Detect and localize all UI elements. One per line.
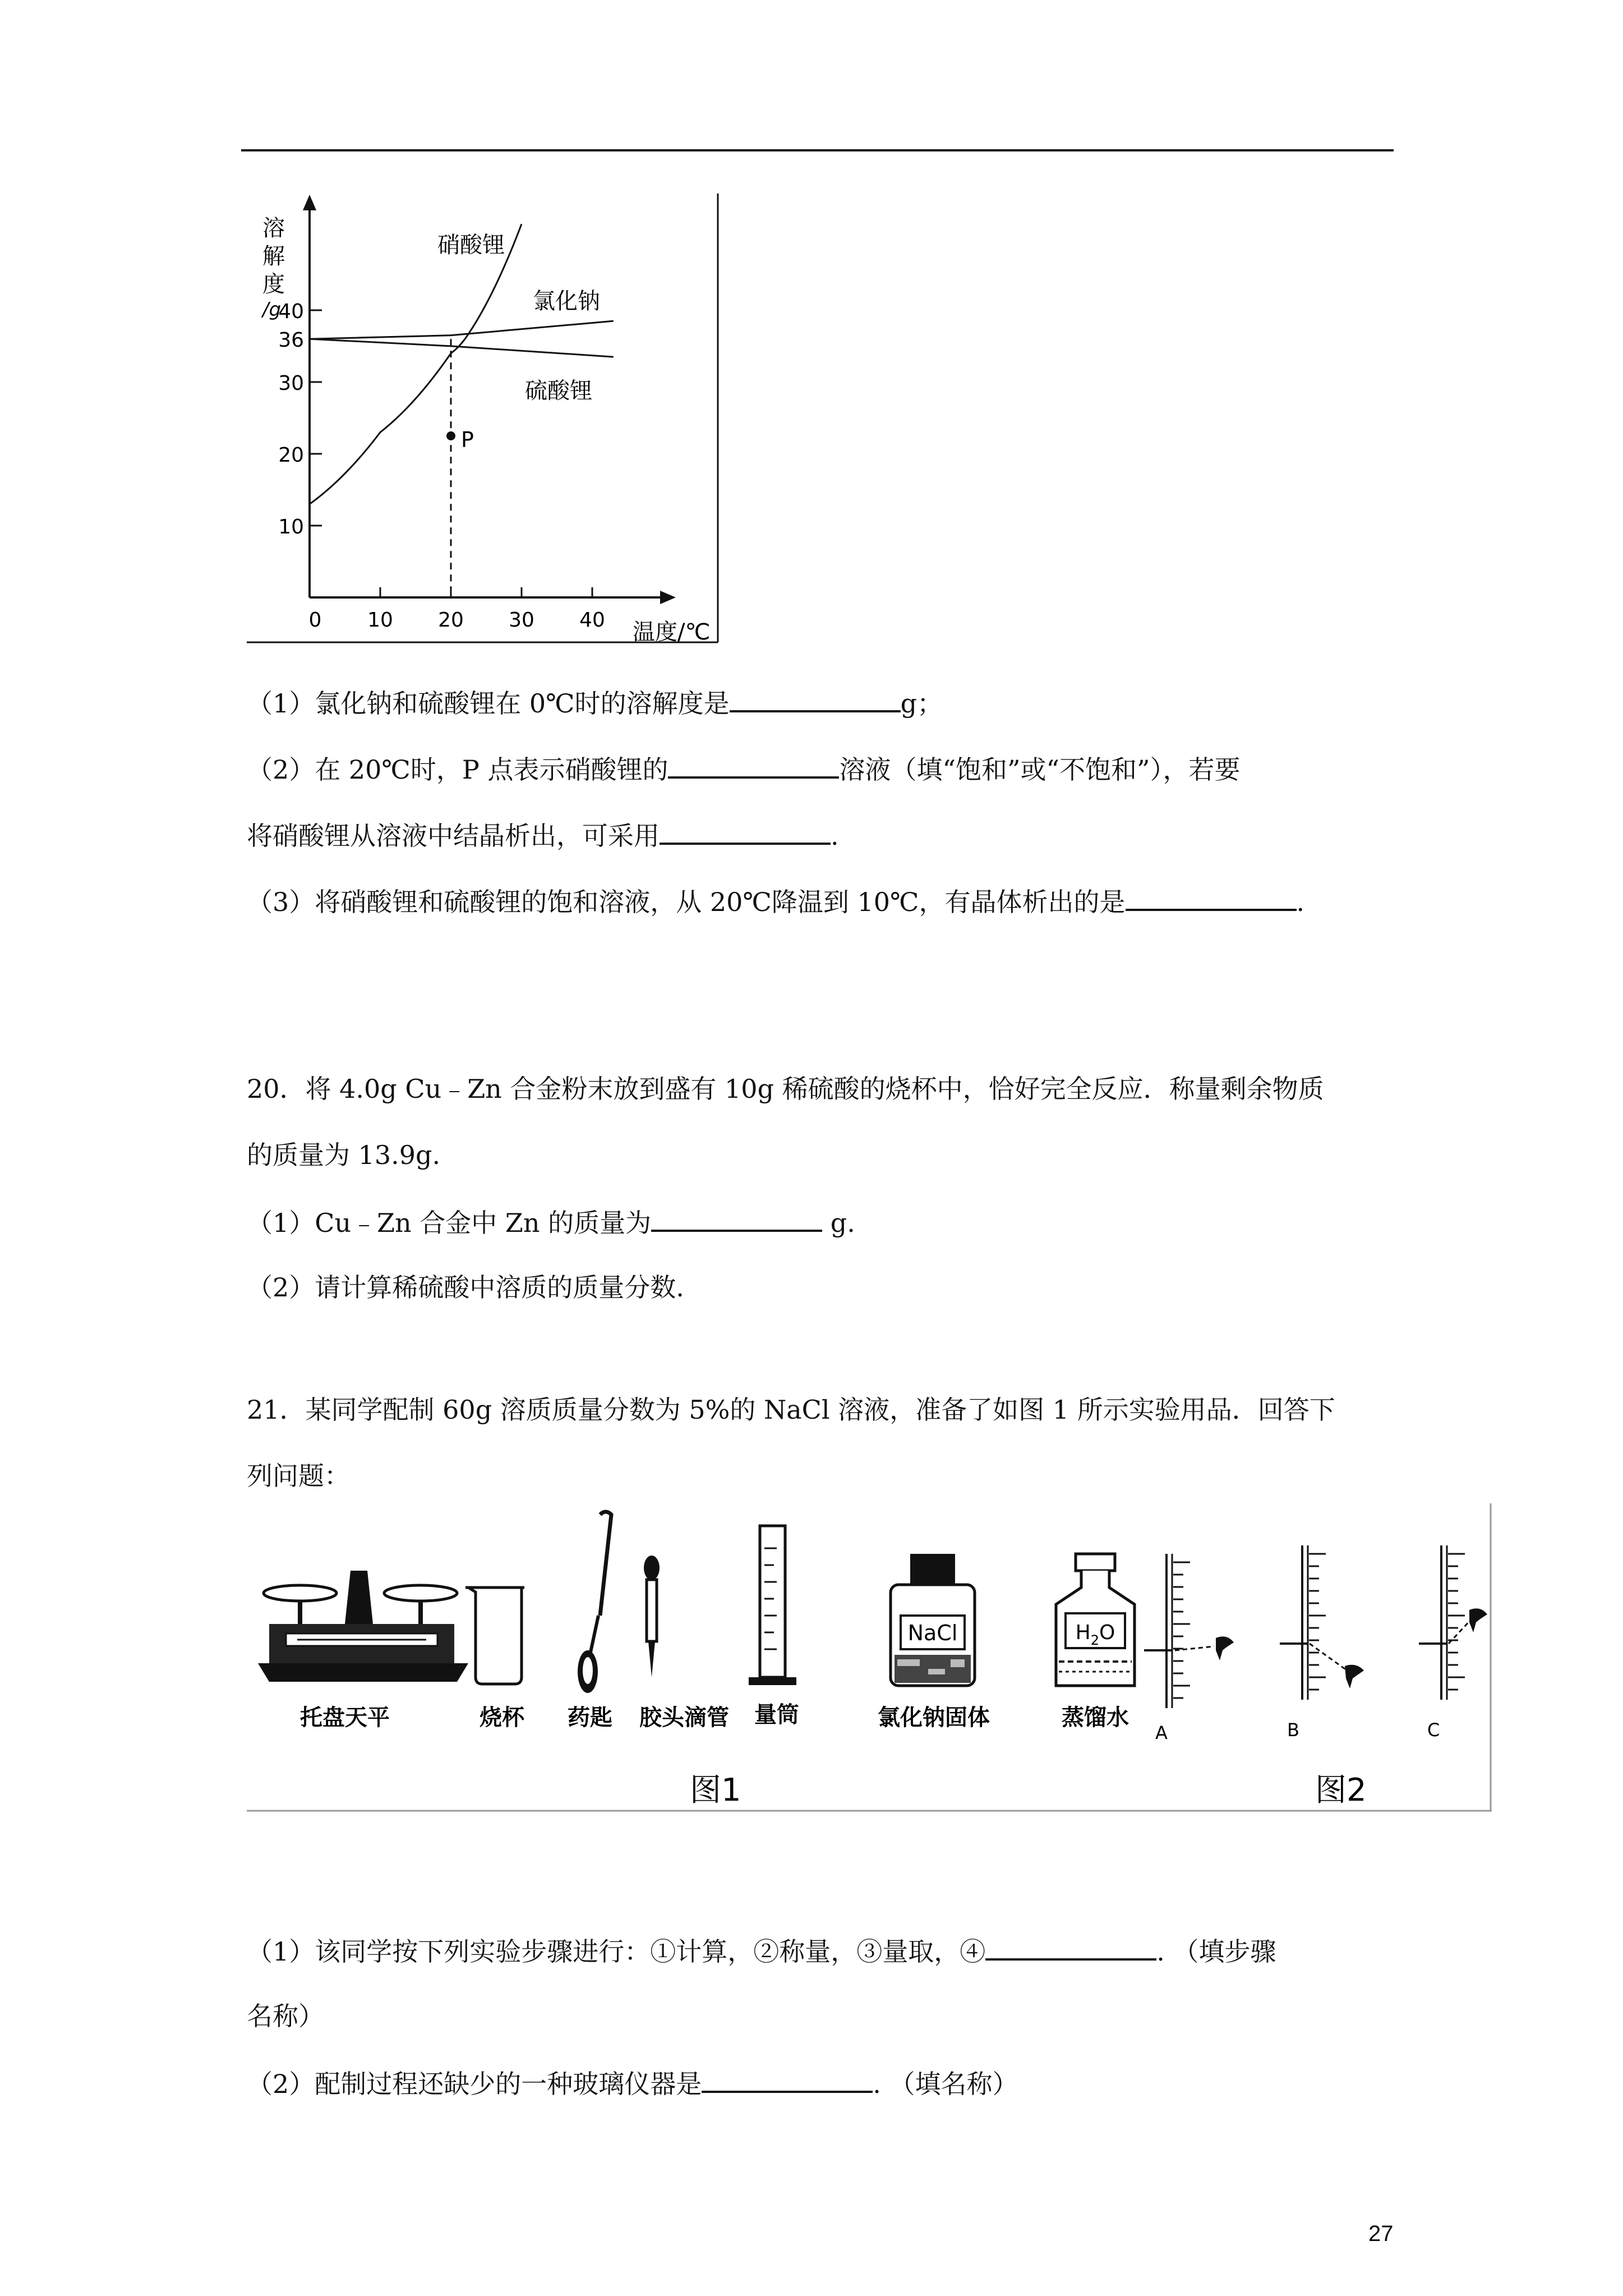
caption-figure-1: 图1 (690, 1772, 741, 1809)
label-beaker: 烧杯 (479, 1705, 524, 1731)
solubility-chart (247, 194, 729, 648)
q21-subquestion-2: （2）配制过程还缺少的一种玻璃仪器是 . （填名称） (247, 2069, 1018, 2099)
label-spatula: 药匙 (568, 1705, 612, 1731)
sodium-chloride-bottle-icon (891, 1554, 975, 1686)
y-tick-label: 10 (278, 516, 304, 539)
bottle-label-h2o: $H_2O$ (1075, 1621, 1115, 1648)
q19-subquestion-3: （3）将硝酸锂和硫酸锂的饱和溶液，从 20℃降温到 10℃，有晶体析出的是 . (247, 887, 1305, 917)
y-axis-label-1: 溶 (262, 215, 285, 241)
beaker-icon (465, 1588, 524, 1684)
label-lithium-sulfate: 硫酸锂 (525, 378, 592, 404)
label-c: C (1427, 1719, 1440, 1741)
label-b: B (1287, 1719, 1299, 1741)
point-p (446, 431, 455, 440)
x-tick-label: 20 (438, 609, 464, 632)
curve-series-1 (310, 224, 522, 504)
q20-stem: 20．将 4.0g Cu﹣Zn 合金粉末放到盛有 10g 稀硫酸的烧杯中，恰好完全反应．称量剩余物质 (247, 1074, 1324, 1104)
q20-subquestion-1: （1）Cu﹣Zn 合金中 Zn 的质量为 g. (247, 1208, 855, 1238)
caption-figure-2: 图2 (1315, 1772, 1367, 1809)
y-axis-label-2: 解 (262, 243, 285, 269)
q21-subquestion-1: （1）该同学按下列实验步骤进行：①计算，②称量，③量取，④ . （填步骤 (247, 1936, 1276, 1967)
point-p-label: P (461, 427, 474, 452)
answer-blank[interactable] (668, 755, 839, 779)
graduated-cylinder-icon (749, 1526, 796, 1685)
y-tick-label: 40 (278, 300, 304, 323)
label-sodium-chloride-solid: 氯化钠固体 (878, 1705, 990, 1731)
q19-subquestion-2-cont: 将硝酸锂从溶液中结晶析出，可采用 . (247, 821, 839, 851)
y-tick-label: 30 (278, 372, 304, 395)
distilled-water-bottle-icon (1056, 1554, 1135, 1686)
spatula-icon (578, 1512, 611, 1693)
y-tick-label: 20 (278, 444, 304, 467)
answer-blank[interactable] (730, 689, 901, 712)
x-tick-label: 0 (308, 609, 322, 632)
curve-series-2 (310, 321, 614, 339)
label-graduated-cylinder: 量筒 (754, 1702, 799, 1728)
x-tick-label: 40 (579, 609, 605, 632)
q19-subquestion-1: （1）氯化钠和硫酸锂在 0℃时的溶解度是 g； (247, 688, 943, 719)
label-balance: 托盘天平 (300, 1705, 390, 1731)
equipment-figure (247, 1503, 1492, 1818)
answer-blank[interactable] (702, 2069, 873, 2093)
reading-method-a-icon (1144, 1554, 1234, 1708)
label-sodium-chloride: 氯化钠 (533, 288, 600, 314)
page-number: 27 (1368, 2221, 1394, 2246)
reading-method-c-icon (1419, 1545, 1487, 1700)
q21-subquestion-1-cont: 名称） (247, 2001, 324, 2031)
x-axis-label: 温度/℃ (633, 619, 711, 645)
reading-method-b-icon (1280, 1545, 1364, 1700)
y-axis-label-4: /g (262, 298, 282, 321)
label-distilled-water: 蒸馏水 (1062, 1705, 1129, 1731)
q21-stem: 21．某同学配制 60g 溶质质量分数为 5%的 NaCl 溶液，准备了如图 1 所示实验用品．回答下 (247, 1395, 1335, 1425)
label-dropper: 胶头滴管 (639, 1705, 729, 1731)
q20-subquestion-2: （2）请计算稀硫酸中溶质的质量分数. (247, 1272, 684, 1303)
answer-blank[interactable] (660, 821, 831, 845)
label-lithium-nitrate: 硝酸锂 (437, 232, 505, 258)
y-axis-label-3: 度 (262, 272, 285, 297)
label-a: A (1155, 1722, 1168, 1743)
answer-blank[interactable] (1126, 887, 1297, 911)
x-tick-label: 30 (509, 609, 534, 632)
q21-stem-cont: 列问题： (247, 1461, 350, 1491)
answer-blank[interactable] (985, 1937, 1156, 1961)
y-tick-label: 36 (278, 329, 304, 352)
answer-blank[interactable] (651, 1208, 822, 1232)
q20-stem-cont: 的质量为 13.9g. (247, 1140, 441, 1170)
header-rule (241, 149, 1394, 151)
balance-icon (258, 1571, 468, 1682)
curve-series-3 (310, 339, 614, 357)
bottle-label-nacl: NaCl (907, 1621, 958, 1645)
q19-subquestion-2: （2）在 20℃时，P 点表示硝酸锂的 溶液（填“饱和”或“不饱和”），若要 (247, 754, 1241, 785)
x-tick-label: 10 (367, 609, 393, 632)
dropper-icon (644, 1556, 660, 1677)
